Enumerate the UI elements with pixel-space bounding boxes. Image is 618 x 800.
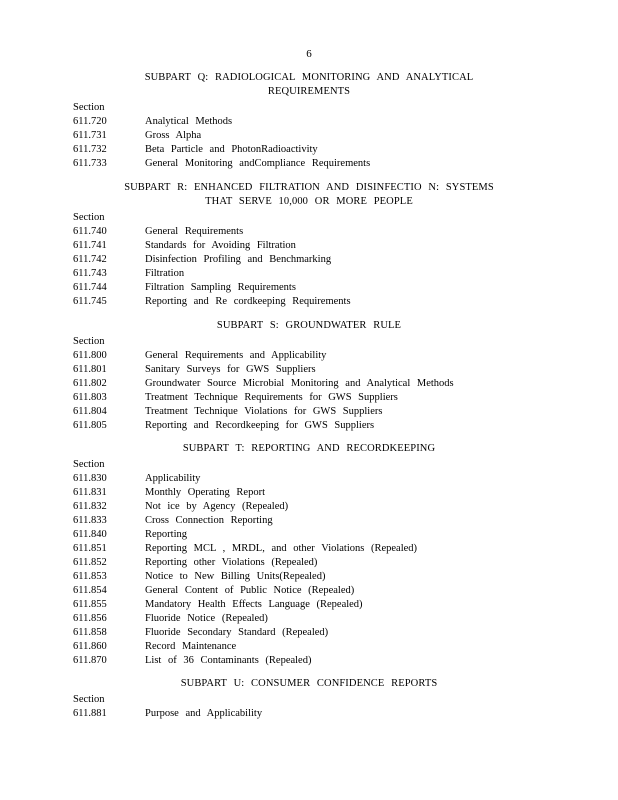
section-number: 611.801 <box>73 364 107 375</box>
section-title: Standards for Avoiding Filtration <box>145 240 296 251</box>
section-row <box>0 514 618 528</box>
section-title: Disinfection Profiling and Benchmarking <box>145 254 332 265</box>
section-number: 611.740 <box>73 226 107 237</box>
section-row <box>0 707 618 721</box>
section-title: Beta Particle and PhotonRadioactivity <box>145 144 318 155</box>
section-label: Section <box>73 459 105 470</box>
section-number: 611.830 <box>73 473 107 484</box>
section-row <box>0 654 618 668</box>
section-label: Section <box>73 102 105 113</box>
section-number: 611.742 <box>73 254 107 265</box>
section-row <box>0 419 618 433</box>
section-row <box>0 528 618 542</box>
section-label: Section <box>73 694 105 705</box>
section-label: Section <box>73 212 105 223</box>
section-row <box>0 239 618 253</box>
section-number: 611.802 <box>73 378 107 389</box>
section-label: Section <box>73 336 105 347</box>
section-title: Record Maintenance <box>145 641 237 652</box>
section-row <box>0 377 618 391</box>
subpart-u <box>0 677 618 721</box>
section-row <box>0 472 618 486</box>
section-title: Treatment Technique Violations for GWS Suppliers <box>145 406 383 417</box>
section-title: Applicability <box>145 473 201 484</box>
page-number: 6 <box>306 48 312 60</box>
section-title: Reporting and Recordkeeping for GWS Suppliers <box>145 420 375 431</box>
subpart-s-heading: SUBPART S: GROUNDWATER RULE <box>216 320 402 331</box>
section-title: List of 36 Contaminants (Repealed) <box>145 655 312 666</box>
section-row <box>0 542 618 556</box>
section-number: 611.854 <box>73 585 107 596</box>
section-number: 611.881 <box>73 708 107 719</box>
section-number: 611.800 <box>73 350 107 361</box>
section-number: 611.805 <box>73 420 107 431</box>
section-number: 611.720 <box>73 116 107 127</box>
section-number: 611.733 <box>73 158 107 169</box>
subpart-r-heading-line-1: SUBPART R: ENHANCED FILTRATION AND DISINFECTIO N: SYSTEMS <box>124 182 494 193</box>
section-row <box>0 391 618 405</box>
section-row <box>0 556 618 570</box>
section-title: Fluoride Secondary Standard (Repealed) <box>145 627 329 638</box>
section-row <box>0 225 618 239</box>
section-number: 611.832 <box>73 501 107 512</box>
section-row <box>0 612 618 626</box>
section-number: 611.855 <box>73 599 107 610</box>
section-row <box>0 281 618 295</box>
section-number: 611.840 <box>73 529 107 540</box>
section-title: Reporting other Violations (Repealed) <box>145 557 318 568</box>
section-row <box>0 405 618 419</box>
section-row <box>0 253 618 267</box>
section-number: 611.852 <box>73 557 107 568</box>
section-row <box>0 500 618 514</box>
section-title: General Requirements and Applicability <box>145 350 327 361</box>
section-title: Filtration Sampling Requirements <box>145 282 296 293</box>
section-number: 611.744 <box>73 282 107 293</box>
section-title: Reporting MCL , MRDL, and other Violations (Repealed) <box>145 543 418 554</box>
section-title: Reporting <box>145 529 187 540</box>
section-title: General Requirements <box>145 226 244 237</box>
section-number: 611.833 <box>73 515 107 526</box>
subpart-t <box>0 442 618 668</box>
section-row <box>0 143 618 157</box>
subpart-r <box>0 181 618 309</box>
subpart-r-heading-line-2: THAT SERVE 10,000 OR MORE PEOPLE <box>205 196 413 207</box>
section-number: 611.870 <box>73 655 107 666</box>
section-row <box>0 363 618 377</box>
section-number: 611.856 <box>73 613 107 624</box>
section-row <box>0 267 618 281</box>
section-title: General Monitoring andCompliance Requirements <box>145 158 371 169</box>
section-title: Notice to New Billing Units(Repealed) <box>145 571 326 582</box>
section-number: 611.803 <box>73 392 107 403</box>
subpart-q-heading-line-2: REQUIREMENTS <box>267 86 351 97</box>
section-row <box>0 129 618 143</box>
section-number: 611.858 <box>73 627 107 638</box>
subpart-t-heading: SUBPART T: REPORTING AND RECORDKEEPING <box>182 443 436 454</box>
section-number: 611.741 <box>73 240 107 251</box>
section-number: 611.860 <box>73 641 107 652</box>
section-title: Groundwater Source Microbial Monitoring and Analytical Methods <box>145 378 454 389</box>
section-row <box>0 626 618 640</box>
section-number: 611.732 <box>73 144 107 155</box>
section-title: Analytical Methods <box>145 116 233 127</box>
subpart-s <box>0 319 618 433</box>
section-title: Sanitary Surveys for GWS Suppliers <box>145 364 316 375</box>
subpart-u-heading: SUBPART U: CONSUMER CONFIDENCE REPORTS <box>180 678 438 689</box>
section-number: 611.731 <box>73 130 107 141</box>
section-row <box>0 115 618 129</box>
section-title: Purpose and Applicability <box>145 708 263 719</box>
section-title: Reporting and Re cordkeeping Requirements <box>145 296 351 307</box>
section-number: 611.831 <box>73 487 107 498</box>
section-row <box>0 349 618 363</box>
section-row <box>0 486 618 500</box>
section-title: Not ice by Agency (Repealed) <box>145 501 289 512</box>
section-title: Monthly Operating Report <box>145 487 265 498</box>
section-row <box>0 598 618 612</box>
section-number: 611.745 <box>73 296 107 307</box>
section-row <box>0 584 618 598</box>
section-row <box>0 640 618 654</box>
subpart-q-heading-line-1: SUBPART Q: RADIOLOGICAL MONITORING AND ANALYTICAL <box>144 72 474 83</box>
subpart-q <box>0 71 618 171</box>
section-title: Filtration <box>145 268 185 279</box>
section-title: Cross Connection Reporting <box>145 515 273 526</box>
section-title: Gross Alpha <box>145 130 202 141</box>
section-number: 611.851 <box>73 543 107 554</box>
section-number: 611.853 <box>73 571 107 582</box>
section-title: Mandatory Health Effects Language (Repealed) <box>145 599 363 610</box>
section-title: General Content of Public Notice (Repealed) <box>145 585 355 596</box>
section-number: 611.743 <box>73 268 107 279</box>
section-row <box>0 570 618 584</box>
section-title: Fluoride Notice (Repealed) <box>145 613 268 624</box>
section-row <box>0 157 618 171</box>
section-row <box>0 295 618 309</box>
section-title: Treatment Technique Requirements for GWS Suppliers <box>145 392 398 403</box>
section-number: 611.804 <box>73 406 107 417</box>
